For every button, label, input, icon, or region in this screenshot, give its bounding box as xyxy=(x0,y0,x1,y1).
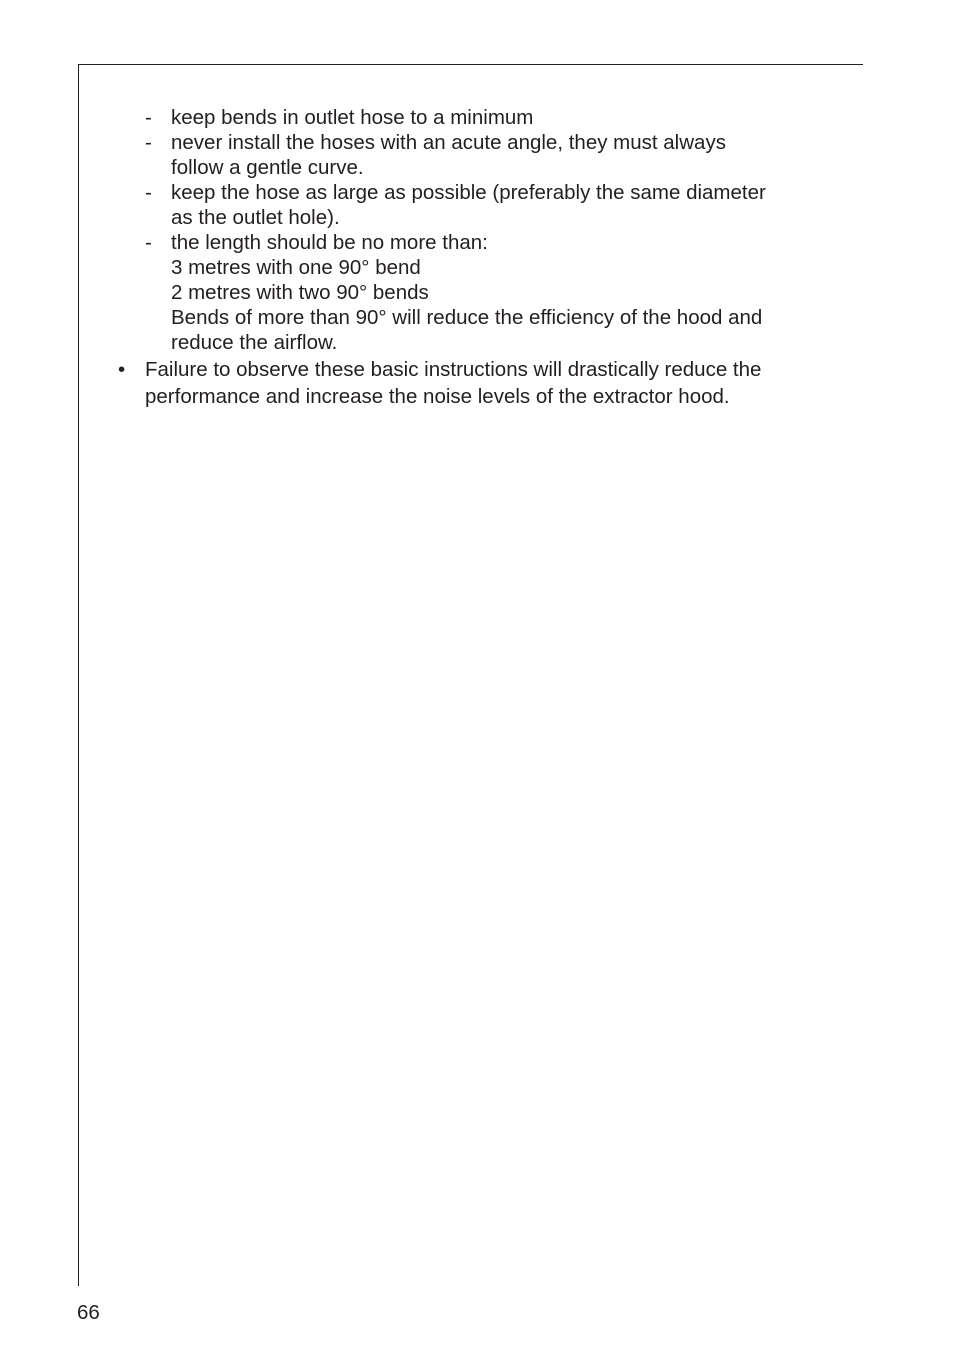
dash-marker: - xyxy=(145,106,152,129)
list-item xyxy=(145,180,845,230)
text-line: 2 metres with two 90° bends xyxy=(171,281,429,304)
page-frame-top-rule xyxy=(78,64,863,65)
text-line: keep the hose as large as possible (preferably the same diameter xyxy=(171,181,766,204)
bullet-marker: • xyxy=(118,358,126,381)
list-item xyxy=(145,230,845,355)
dash-marker: - xyxy=(145,181,152,204)
bullet-item-text xyxy=(145,356,838,410)
list-item-text xyxy=(171,130,845,180)
text-line: never install the hoses with an acute angle, they must always xyxy=(171,131,726,154)
list-item xyxy=(145,105,845,130)
list-item-text xyxy=(171,105,845,130)
text-line: reduce the airflow. xyxy=(171,331,338,354)
bullet-item xyxy=(118,356,838,410)
text-line: follow a gentle curve. xyxy=(171,156,364,179)
text-line: Bends of more than 90° will reduce the efficiency of the hood and xyxy=(171,306,763,329)
text-line: the length should be no more than: xyxy=(171,231,488,254)
list-item xyxy=(145,130,845,180)
dash-marker: - xyxy=(145,131,152,154)
list-item-text xyxy=(171,230,845,355)
text-line: keep bends in outlet hose to a minimum xyxy=(171,106,534,129)
text-line: performance and increase the noise levels of the extractor hood. xyxy=(145,385,730,408)
page-number: 66 xyxy=(77,1301,100,1324)
page-frame-left-rule xyxy=(78,64,79,1286)
text-line: 3 metres with one 90° bend xyxy=(171,256,421,279)
dash-marker: - xyxy=(145,231,152,254)
text-line: Failure to observe these basic instructions will drastically reduce the xyxy=(145,358,762,381)
text-line: as the outlet hole). xyxy=(171,206,340,229)
list-item-text xyxy=(171,180,845,230)
